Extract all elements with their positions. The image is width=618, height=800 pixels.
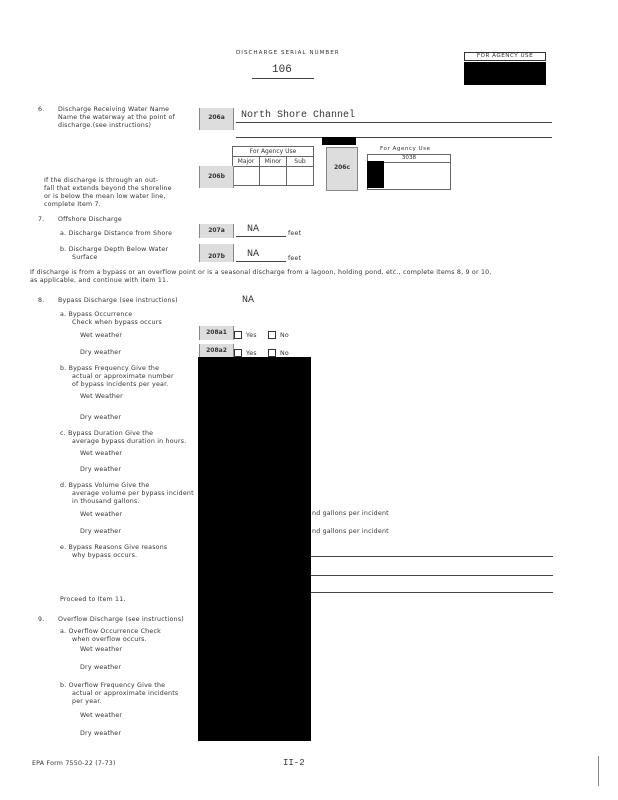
agency-use-redaction <box>464 62 546 85</box>
item6-code: 206a <box>199 108 234 130</box>
item8a-title: a. Bypass Occurrence <box>60 311 133 318</box>
agency-code-redaction <box>322 137 356 145</box>
outfall-line3: or is below the mean low water line, <box>44 193 166 200</box>
item6-number: 6. <box>38 106 45 113</box>
item8b-line3: of bypass incidents per year. <box>72 381 169 388</box>
dry-yes-checkbox[interactable] <box>234 349 242 357</box>
bypass-note-line1: If discharge is from a bypass or an overflow point or is a seasonal discharge from a lagoon, holding pond, etc., complete items 8, 9 or 10, <box>30 269 492 276</box>
item9a-dry: Dry weather <box>80 664 122 671</box>
wet-yes-label: Yes <box>246 332 257 339</box>
item8a-sub: Check when bypass occurs <box>72 319 162 326</box>
item8e-line1: e. Bypass Reasons Give reasons <box>60 544 168 551</box>
item8d-wet: Wet weather <box>80 511 123 518</box>
item8d-unit-dry: nd gallons per incident <box>312 528 389 535</box>
agency-col-minor: Minor <box>260 157 287 167</box>
dry-no-label: No <box>280 350 289 357</box>
item9-number: 9. <box>38 616 45 623</box>
right-agency-title: For Agency Use <box>380 146 431 152</box>
item7a-unit: feet <box>288 230 302 237</box>
agency-col-major: Major <box>233 157 260 167</box>
item8b-wet: Wet Weather <box>80 393 123 400</box>
scan-margin-mark <box>598 756 599 786</box>
right-agency-sub: 3038 <box>367 154 451 163</box>
item8b-text <box>60 365 174 389</box>
item8-number: 8. <box>38 297 45 304</box>
item7b-underline <box>236 261 286 262</box>
code-208a1: 208a1 <box>199 326 234 340</box>
wet-no-checkbox[interactable] <box>268 331 276 339</box>
item9b-line2: actual or approximate incidents <box>72 690 179 697</box>
item9b-line1: b. Overflow Frequency Give the <box>60 682 166 689</box>
item8a-dry: Dry weather <box>80 349 122 356</box>
item8d-line2: average volume per bypass incident <box>72 490 194 497</box>
proceed-item11: Proceed to Item 11. <box>60 596 126 603</box>
code-206c: 206c <box>333 164 351 171</box>
item6-separator <box>236 137 552 138</box>
agency-use-table <box>232 146 314 186</box>
item8c-line2: average bypass duration in hours. <box>72 438 187 445</box>
item8c-line1: c. Bypass Duration Give the <box>60 430 154 437</box>
item9-title: Overflow Discharge (see instructions) <box>58 616 184 623</box>
outfall-line4: complete Item 7. <box>44 201 101 208</box>
bypass-discharge-value: NA <box>242 295 255 306</box>
item8c-text <box>60 430 186 446</box>
item6-underline <box>236 122 552 123</box>
item8d-dry: Dry weather <box>80 528 122 535</box>
dry-yes-label: Yes <box>246 350 257 357</box>
page-number: II-2 <box>283 758 305 768</box>
item6-desc1: Name the waterway at the point of <box>58 114 175 121</box>
dry-no-checkbox[interactable] <box>268 349 276 357</box>
item8d-unit-wet: nd gallons per incident <box>312 510 389 517</box>
wet-no-option[interactable] <box>268 331 289 340</box>
item8d-line3: in thousand gallons. <box>72 498 140 505</box>
discharge-depth-value[interactable]: NA <box>247 249 260 260</box>
item8b-line1: b. Bypass Frequency Give the <box>60 365 160 372</box>
item9b-line3: per year. <box>72 698 102 705</box>
item7b-unit: feet <box>288 255 302 262</box>
item9a-wet: Wet weather <box>80 646 123 653</box>
reason-line1 <box>310 556 553 557</box>
item9b-wet: Wet weather <box>80 712 123 719</box>
code-206b: 206b <box>199 166 234 188</box>
serial-underline <box>252 78 314 79</box>
item8-title: Bypass Discharge (see instructions) <box>58 297 178 304</box>
item8e-text <box>60 544 167 560</box>
item8b-dry: Dry weather <box>80 414 122 421</box>
reason-line3 <box>310 592 553 593</box>
code-207a: 207a <box>199 224 234 238</box>
item7b-label2: Surface <box>72 254 98 261</box>
item8a-wet: Wet weather <box>80 332 123 339</box>
item7-number: 7. <box>38 216 45 223</box>
agency-use-box-label: FOR AGENCY USE <box>464 52 546 61</box>
agency-col-sub: Sub <box>287 157 314 167</box>
item7b-label1: b. Discharge Depth Below Water <box>60 246 169 253</box>
item8d-text <box>60 482 194 506</box>
form-number: EPA Form 7550-22 (7-73) <box>32 760 116 767</box>
agency-table-title: For Agency Use <box>233 147 314 157</box>
reason-line2 <box>310 575 553 576</box>
item8d-line1: d. Bypass Volume Give the <box>60 482 150 489</box>
item9a-line1: a. Overflow Occurrence Check <box>60 628 161 635</box>
code-207b: 207b <box>199 244 234 262</box>
serial-number-label: DISCHARGE SERIAL NUMBER <box>236 50 340 56</box>
outfall-line1: If the discharge is through an out- <box>44 177 159 184</box>
item8c-wet: Wet weather <box>80 450 123 457</box>
item8b-line2: actual or approximate number <box>72 373 174 380</box>
outfall-line2: fall that extends beyond the shoreline <box>44 185 172 192</box>
item7-title: Offshore Discharge <box>58 216 122 223</box>
wet-no-label: No <box>280 332 289 339</box>
wet-yes-option[interactable] <box>234 331 257 340</box>
right-agency-redaction <box>367 161 384 188</box>
main-redaction-block <box>198 357 311 741</box>
item6-title: Discharge Receiving Water Name <box>58 106 170 113</box>
item8e-line2: why bypass occurs. <box>72 552 138 559</box>
code-208a2: 208a2 <box>199 344 234 358</box>
item9b-text <box>60 682 178 706</box>
receiving-water-name[interactable]: North Shore Channel <box>241 110 356 121</box>
item9a-line2: when overflow occurs. <box>72 636 147 643</box>
item7a-underline <box>236 236 286 237</box>
item9a-text <box>60 628 161 644</box>
wet-yes-checkbox[interactable] <box>234 331 242 339</box>
discharge-distance-value[interactable]: NA <box>247 224 260 235</box>
serial-number-value: 106 <box>272 64 292 76</box>
outfall-note <box>44 177 172 209</box>
item7a-label: a. Discharge Distance from Shore <box>60 230 173 237</box>
item6-desc2: discharge.(see instructions) <box>58 122 152 129</box>
item9b-dry: Dry weather <box>80 730 122 737</box>
bypass-note-line2: as applicable, and continue with item 11. <box>30 277 169 284</box>
code-206c-box <box>326 147 358 191</box>
item8c-dry: Dry weather <box>80 466 122 473</box>
